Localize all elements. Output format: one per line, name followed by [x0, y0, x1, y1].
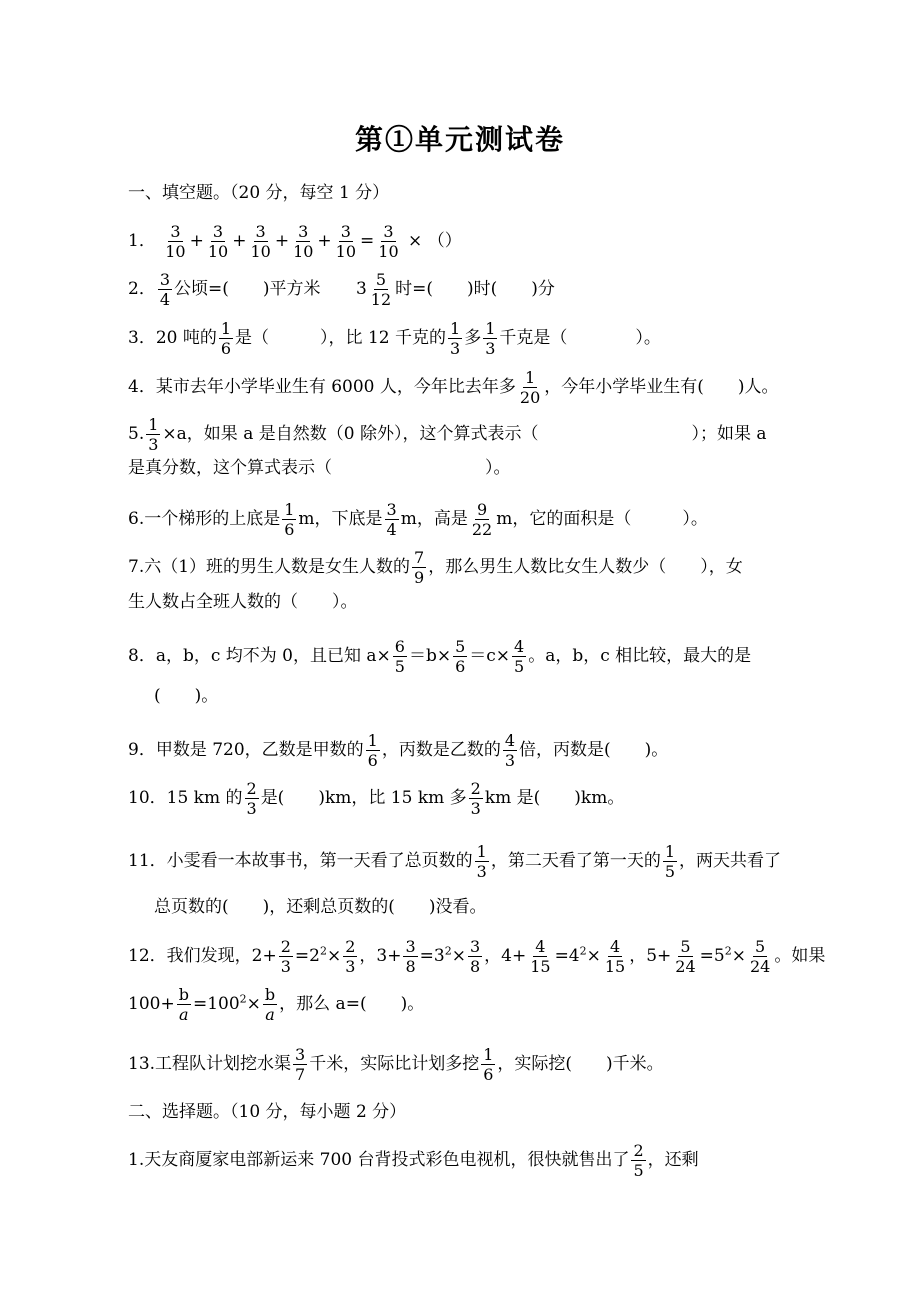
fraction: $\frac{3}{8}$ — [469, 937, 481, 976]
fraction: $\frac{6}{5}$ — [394, 637, 405, 676]
question-9: 9．甲数是 720，乙数是甲数的 $\frac{1}{6}$ ，丙数是乙数的 $\frac{4}{3}$ 倍，丙数是( )。 — [128, 731, 669, 770]
fraction: $\frac{4}{15}$ — [530, 937, 551, 976]
question-12: 12．我们发现，2+ $\frac{2}{3}$ $=2^2\times$ $\frac{2}{3}$ ，3+ $\frac{3}{8}$ $=3^2\times$ $\frac{3}{8}$ ，4+ $\frac{4}{15}$ $=4^2\times$ $\frac{4}{15}$ ，5+ $\frac{5}{24}$ $=5^2\times$ $\frac{5}{24}$ 。如果 — [128, 937, 826, 976]
fraction: $\frac{4}{15}$ — [604, 937, 626, 976]
page-title: 第①单元测试卷 — [354, 123, 565, 156]
fraction: $\frac{5}{24}$ — [675, 937, 696, 976]
fraction: $\frac{3}{10}$ — [378, 222, 399, 261]
fraction: $\frac{1}{6}$ — [367, 731, 378, 770]
question-11: 11．小雯看一本故事书，第一天看了总页数的 $\frac{1}{3}$ ，第二天看了第一天的 $\frac{1}{5}$ ，两天共看了 — [128, 842, 782, 881]
fraction: $\frac{3}{4}$ — [159, 270, 171, 309]
fraction: $\frac{1}{6}$ — [284, 500, 295, 539]
fraction: $\frac{1}{5}$ — [664, 842, 676, 881]
fraction: $\frac{3}{4}$ — [386, 500, 397, 539]
fraction: $\frac{4}{5}$ — [514, 637, 525, 676]
fraction: $\frac{3}{10}$ — [250, 222, 271, 261]
fraction: $\frac{3}{10}$ — [293, 222, 314, 261]
fraction: $\frac{b}{a}$ — [178, 985, 189, 1024]
section-heading-choice: 二、选择题。（10 分，每小题 2 分） — [128, 1102, 407, 1122]
fraction: $\frac{1}{3}$ — [450, 319, 461, 358]
fraction: $\frac{2}{3}$ — [345, 937, 356, 976]
question-8: 8．a，b，c 均不为 0，且已知 a× $\frac{6}{5}$ ＝b× $\frac{5}{6}$ ＝c× $\frac{4}{5}$ 。a，b，c 相比较，最大的是 — [128, 637, 752, 676]
fraction: $\frac{3}{10}$ — [335, 222, 357, 261]
question-7: 7.六（1）班的男生人数是女生人数的 $\frac{7}{9}$ ，那么男生人数比女生人数少（ ），女 — [128, 548, 743, 587]
question-11-line-2: 总页数的( )，还剩总页数的( )没看。 — [154, 897, 487, 917]
fraction: $\frac{1}{3}$ — [485, 319, 496, 358]
fraction: $\frac{1}{6}$ — [220, 319, 232, 358]
question-5: 5. $\frac{1}{3}$ ×a，如果 a 是自然数（0 除外），这个算式表示（ ）；如果 a — [128, 415, 767, 454]
question-13: 13.工程队计划挖水渠 $\frac{3}{7}$ 千米，实际比计划多挖 $\frac{1}{6}$ ，实际挖( )千米。 — [128, 1045, 664, 1084]
fraction: $\frac{3}{8}$ — [405, 937, 416, 976]
fraction: $\frac{1}{20}$ — [519, 368, 541, 407]
choice-question-1: 1.天友商厦家电部新运来 700 台背投式彩色电视机，很快就售出了 $\frac{2}{5}$ ，还剩 — [128, 1141, 699, 1180]
fraction: $\frac{7}{9}$ — [414, 548, 425, 587]
fraction: $\frac{1}{3}$ — [476, 842, 487, 881]
fraction: $\frac{2}{3}$ — [246, 779, 257, 818]
question-1: 1． $\frac{3}{10}$ + $\frac{3}{10}$ + $\frac{3}{10}$ + $\frac{3}{10}$ + $\frac{3}{10}$ = $\frac{3}{10}$ × （） — [128, 222, 462, 261]
question-3: 3．20 吨的 $\frac{1}{6}$ 是（ ），比 12 千克的 $\frac{1}{3}$ 多 $\frac{1}{3}$ 千克是（ ）。 — [128, 319, 661, 358]
fraction: $\frac{5}{12}$ — [370, 270, 392, 309]
question-2: 2． $\frac{3}{4}$ 公顷=( )平方米 3 $\frac{5}{12}$ 时=( )时( )分 — [128, 270, 555, 309]
fraction: $\frac{2}{3}$ — [280, 937, 291, 976]
question-7-line-2: 生人数占全班人数的（ ）。 — [128, 592, 358, 612]
fraction: $\frac{3}{10}$ — [165, 222, 186, 261]
fraction: $\frac{5}{6}$ — [455, 637, 466, 676]
fraction: $\frac{2}{5}$ — [633, 1141, 644, 1180]
question-4: 4．某市去年小学毕业生有 6000 人，今年比去年多 $\frac{1}{20}$ ，今年小学毕业生有( )人。 — [128, 368, 779, 407]
fraction: $\frac{2}{3}$ — [470, 779, 481, 818]
fraction: $\frac{1}{3}$ — [148, 415, 159, 454]
question-12-line-2: 100+ $\frac{b}{a}$ $=100^2\times$ $\frac{b}{a}$ ，那么 a=( )。 — [128, 985, 425, 1024]
question-6: 6.一个梯形的上底是 $\frac{1}{6}$ m，下底是 $\frac{3}{4}$ m，高是 $\frac{9}{22}$ m，它的面积是（ ）。 — [128, 500, 708, 539]
fraction: $\frac{3}{7}$ — [295, 1045, 306, 1084]
question-8-line-2: ( )。 — [154, 686, 219, 706]
fraction: $\frac{3}{10}$ — [207, 222, 229, 261]
question-10: 10．15 km 的 $\frac{2}{3}$ 是( )km，比 15 km 多 $\frac{2}{3}$ km 是( )km。 — [128, 779, 625, 818]
question-5-line-2: 是真分数，这个算式表示（ ）。 — [128, 458, 511, 478]
fraction: $\frac{5}{24}$ — [749, 937, 771, 976]
section-heading-fill-blank: 一、填空题。（20 分，每空 1 分） — [128, 183, 390, 203]
fraction: $\frac{1}{6}$ — [483, 1045, 494, 1084]
fraction: $\frac{4}{3}$ — [504, 731, 516, 770]
fraction: $\frac{b}{a}$ — [264, 985, 276, 1024]
fraction: $\frac{9}{22}$ — [471, 500, 493, 539]
